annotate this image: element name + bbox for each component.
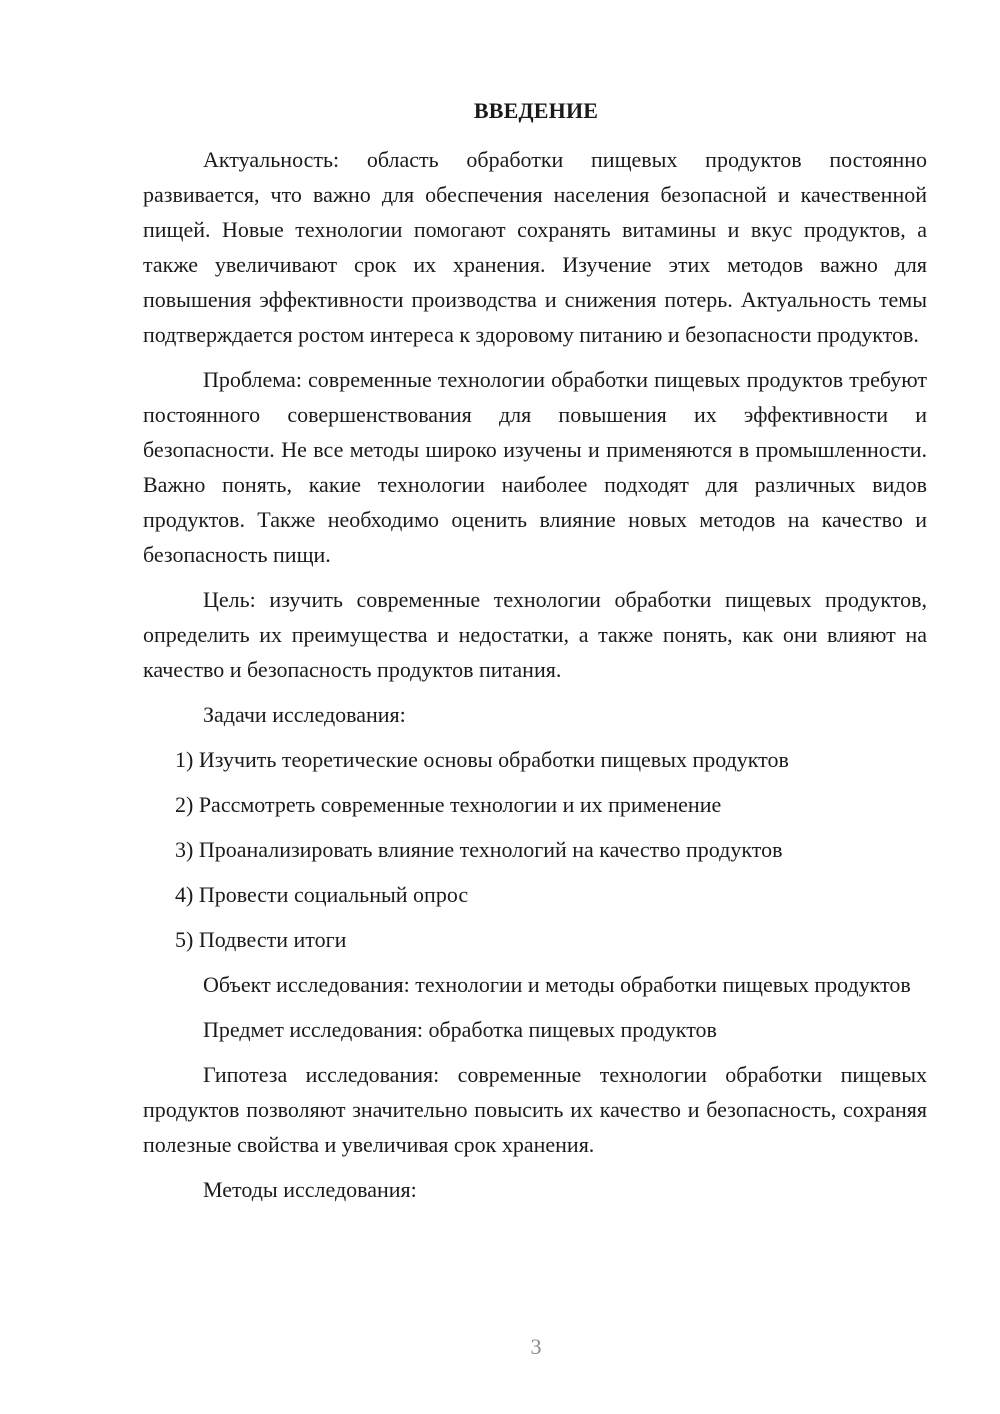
list-item: 3) Проанализировать влияние технологий на качество продуктов bbox=[175, 837, 783, 862]
list-item: 5) Подвести итоги bbox=[175, 927, 347, 952]
problem-paragraph: Проблема: современные технологии обработки пищевых продуктов требуют постоянного совершенствования для повышения их эффективности и безопасности. Не все методы широко изучены и применяются в промышленности. Важно понять, какие технологии наиболее подходят для различных видов продуктов. Также необходимо оценить влияние новых методов на качество и безопасность пищи. bbox=[143, 367, 927, 567]
tasks-list bbox=[143, 742, 927, 957]
list-item: 4) Провести социальный опрос bbox=[175, 882, 469, 907]
list-item: 1) Изучить теоретические основы обработки пищевых продуктов bbox=[175, 747, 789, 772]
list-item: 2) Рассмотреть современные технологии и их применение bbox=[175, 792, 722, 817]
relevance-paragraph: Актуальность: область обработки пищевых продуктов постоянно развивается, что важно для обеспечения населения безопасной и качественной пищей. Новые технологии помогают сохранять витамины и вкус продуктов, а также увеличивают срок их хранения. Изучение этих методов важно для повышения эффективности производства и снижения потерь. Актуальность темы подтверждается ростом интереса к здоровому питанию и безопасности продуктов. bbox=[143, 147, 927, 347]
goal-paragraph: Цель: изучить современные технологии обработки пищевых продуктов, определить их преимущества и недостатки, а также понять, как они влияют на качество и безопасность продуктов питания. bbox=[143, 587, 927, 682]
tasks-heading: Задачи исследования: bbox=[203, 702, 406, 727]
object-paragraph: Объект исследования: технологии и методы обработки пищевых продуктов bbox=[203, 972, 911, 997]
hypothesis-paragraph: Гипотеза исследования: современные технологии обработки пищевых продуктов позволяют значительно повысить их качество и безопасность, сохраняя полезные свойства и увеличивая срок хранения. bbox=[143, 1062, 927, 1157]
page-number: 3 bbox=[530, 1334, 542, 1359]
page-title: ВВЕДЕНИЕ bbox=[473, 98, 599, 123]
document-body bbox=[143, 142, 927, 1217]
methods-heading: Методы исследования: bbox=[203, 1177, 417, 1202]
subject-paragraph: Предмет исследования: обработка пищевых продуктов bbox=[203, 1017, 717, 1042]
